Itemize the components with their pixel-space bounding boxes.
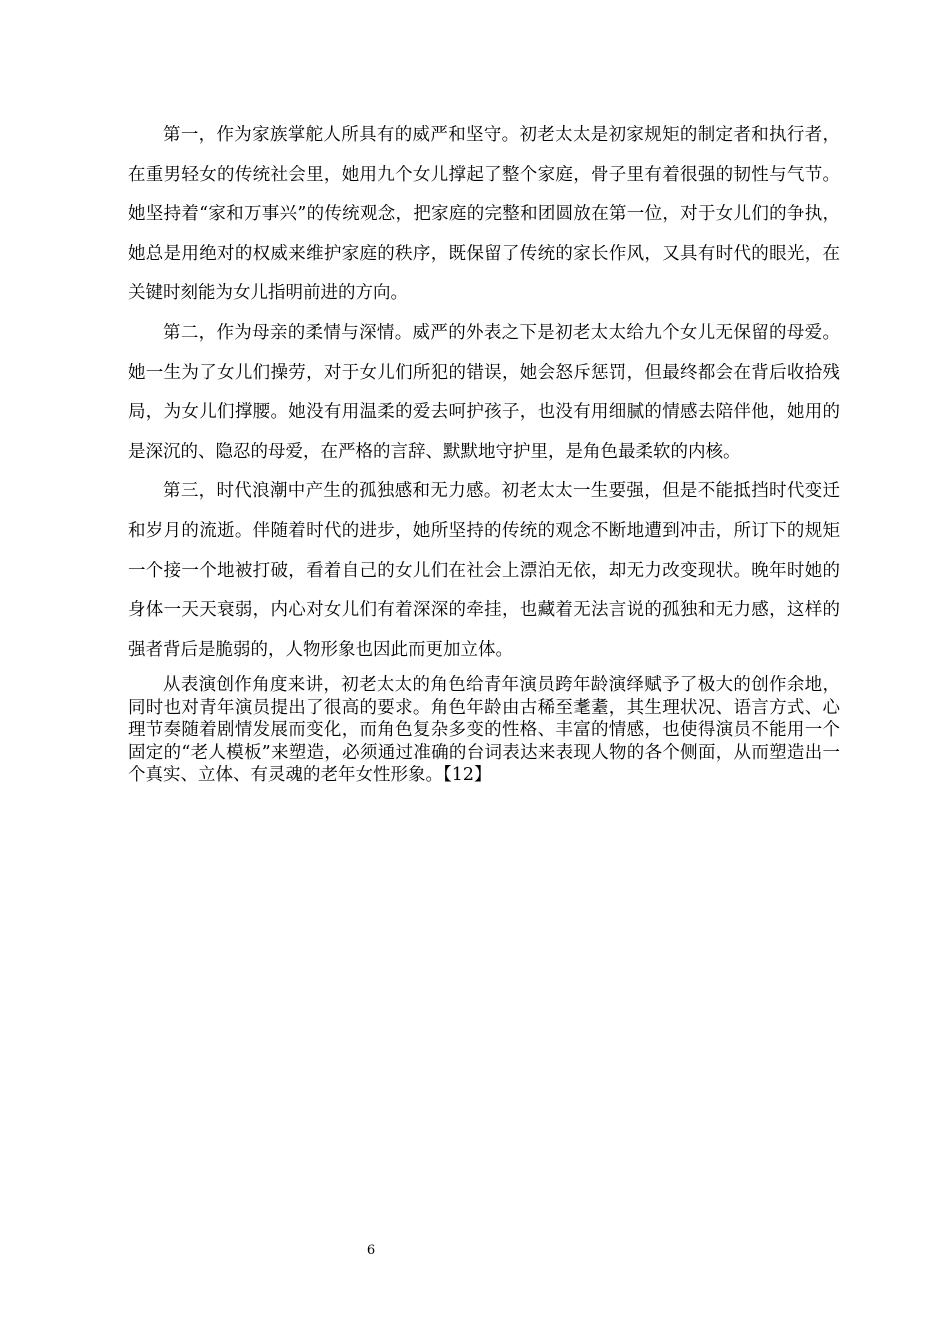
page-number: 6 xyxy=(366,1243,376,1258)
paragraph-authority: 第一，作为家族掌舵人所具有的威严和坚守。初老太太是初家规矩的制定者和执行者，在重男轻女的传统社会里，她用九个女儿撑起了整个家庭，骨子里有着很强的韧性与气节。她坚持着“家和万事兴”的传统观念，把家庭的完整和团圆放在第一位，对于女儿们的争执，她总是用绝对的权威来维护家庭的秩序，既保留了传统的家长作风，又具有时代的眼光，在关键时刻能为女儿指明前进的方向。 xyxy=(128,125,840,304)
paragraph-performance: 从表演创作角度来讲，初老太太的角色给青年演员跨年龄演绎赋予了极大的创作余地，同时也对青年演员提出了很高的要求。角色年龄由古稀至耄耋，其生理状况、语言方式、心理节奏随着剧情发展而变化，而角色复杂多变的性格、丰富的情感，也使得演员不能用一个固定的“老人模板”来塑造，必须通过准确的台词表达来表现人物的各个侧面，从而塑造出一个真实、立体、有灵魂的老年女性形象。【12】 xyxy=(128,675,840,786)
paragraph-loneliness: 第三，时代浪潮中产生的孤独感和无力感。初老太太一生要强，但是不能抵挡时代变迁和岁月的流逝。伴随着时代的进步，她所坚持的传统的观念不断地遭到冲击，所订下的规矩一个接一个地被打破，看着自己的女儿们在社会上漂泊无依，却无力改变现状。晚年时她的身体一天天衰弱，内心对女儿们有着深深的牵挂，也藏着无法言说的孤独和无力感，这样的强者背后是脆弱的，人物形象也因此而更加立体。 xyxy=(128,481,840,660)
body-text xyxy=(128,116,840,787)
paragraph-motherly-love: 第二，作为母亲的柔情与深情。威严的外表之下是初老太太给九个女儿无保留的母爱。她一生为了女儿们操劳，对于女儿们所犯的错误，她会怒斥惩罚，但最终都会在背后收拾残局，为女儿们撑腰。她没有用温柔的爱去呵护孩子，也没有用细腻的情感去陪伴他，她用的是深沉的、隐忍的母爱，在严格的言辞、默默地守护里，是角色最柔软的内核。 xyxy=(128,322,840,462)
